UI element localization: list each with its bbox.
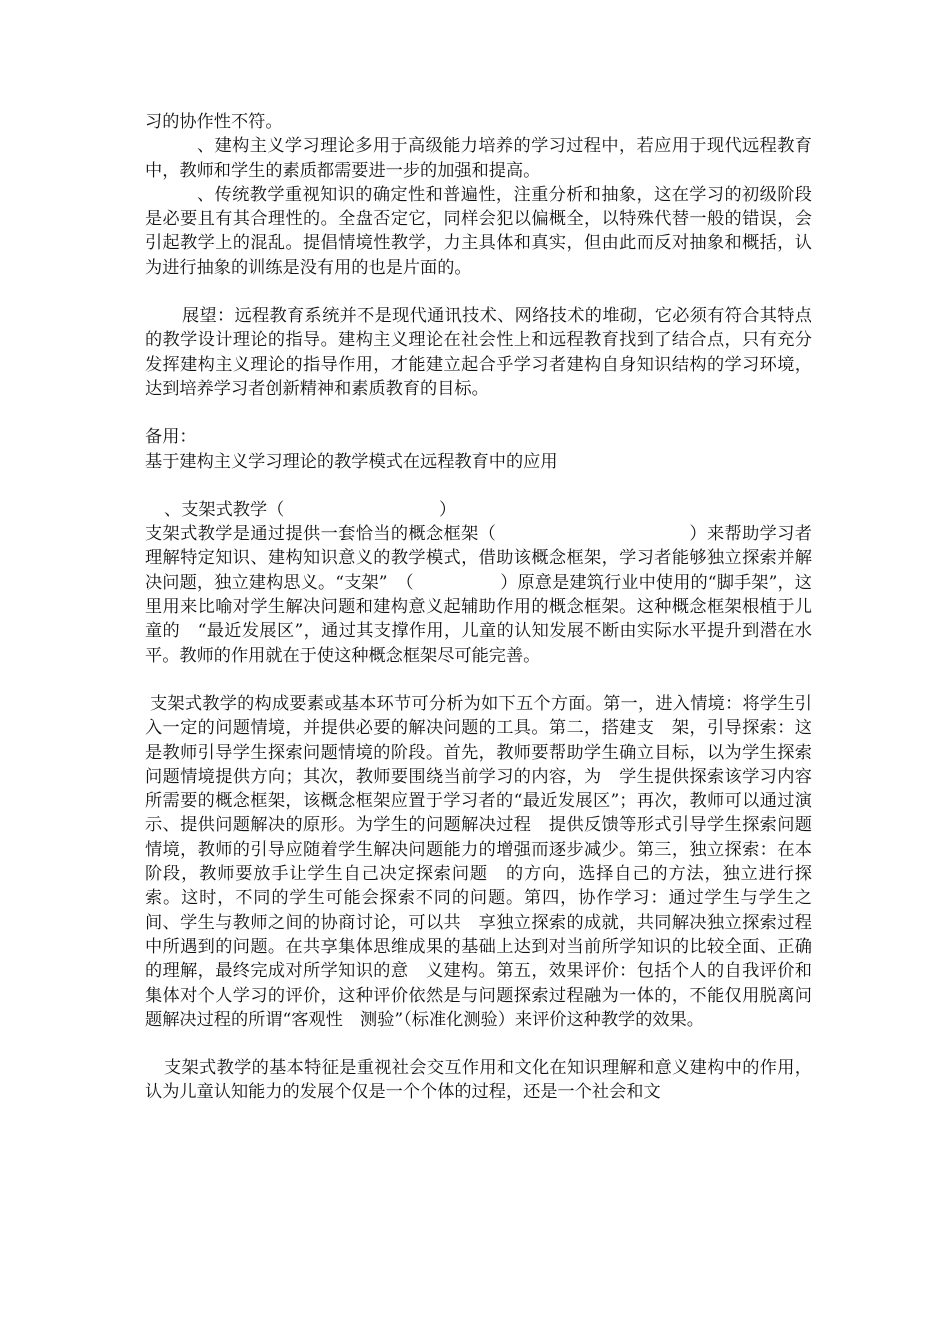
subheading-scaffolding: 、支架式教学（ ） [164,499,457,520]
spacer [145,668,812,692]
label-backup: 备用： [145,427,197,448]
paragraph-point-teacher-quality: 、建构主义学习理论多用于高级能力培养的学习过程中，若应用于现代远程教育中，教师和学生的素质都需要进一步的加强和提高。 [145,136,812,181]
paragraph-scaffolding-definition: 支架式教学是通过提供一套恰当的概念框架（ ）来帮助学习者理解特定知识、建构知识意义的教学模式，借助该概念框架，学习者能够独立探索并解决问题，独立建构思义。“支架” （ ）原意是建筑行业中使用的“脚手架”，这里用来比喻对学生解决问题和建构意义起辅助作用的概念框架。这种概念框架根植于儿童的 “最近发展区”，通过其支撑作用，儿童的认知发展不断由实际水平提升到潜在水平。教师的作用就在于使这种概念框架尽可能完善。 [145,524,812,666]
paragraph-continuation: 习的协作性不符。 [145,112,283,132]
paragraph-point-traditional-teaching: 、传统教学重视知识的确定性和普遍性，注重分析和抽象，这在学习的初级阶段是必要且有其合理性的。全盘否定它，同样会犯以偏概全，以特殊代替一般的错误，会引起教学上的混乱。提倡情境性教学，力主具体和真实，但由此而反对抽象和概括，认为进行抽象的训练是没有用的也是片面的。 [145,184,812,278]
paragraph-outlook: 展望：远程教育系统并不是现代通讯技术、网络技术的堆砌，它必须有符合其特点的教学设计理论的指导。建构主义理论在社会性上和远程教育找到了结合点，只有充分发挥建构主义理论的指导作用，才能建立起合乎学习者建构自身知识结构的学习环境，达到培养学习者创新精神和素质教育的目标。 [145,306,812,399]
section-title: 基于建构主义学习理论的教学模式在远程教育中的应用 [145,451,558,472]
spacer [145,1032,812,1056]
spacer [145,401,812,425]
paragraph-scaffolding-features: 支架式教学的基本特征是重视社会交互作用和文化在知识理解和意义建构中的作用，认为儿童认知能力的发展个仅是一个个体的过程，还是一个社会和文 [145,1058,812,1103]
document-page [145,110,812,1105]
paragraph-scaffolding-steps: 支架式教学的构成要素或基本环节可分析为如下五个方面。第一，进入情境：将学生引入一定的问题情境，并提供必要的解决问题的工具。第二，搭建支 架，引导探索：这是教师引导学生探索问题情境的阶段。首先，教师要帮助学生确立目标，以为学生探索问题情境提供方向；其次，教师要围绕当前学习的内容，为 学生提供探索该学习内容所需要的概念框架，该概念框架应置于学习者的“最近发展区”；再次，教师可以通过演示、提供问题解决的原形。为学生的问题解决过程 提供反馈等形式引导学生探索问题情境，教师的引导应随着学生解决问题能力的增强而逐步减少。第三，独立探索：在本阶段，教师要放手让学生自己决定探索问题 的方向，选择自己的方法，独立进行探索。这时，不同的学生可能会探索不同的问题。第四，协作学习：通过学生与学生之间、学生与教师之间的协商讨论，可以共 享独立探索的成就，共同解决独立探索过程中所遇到的问题。在共享集体思维成果的基础上达到对当前所学知识的比较全面、正确的理解，最终完成对所学知识的意 义建构。第五，效果评价：包括个人的自我评价和集体对个人学习的评价，这种评价依然是与问题探索过程融为一体的，不能仅用脱离问题解决过程的所谓“客观性 测验”（标准化测验）来评价这种教学的效果。 [145,693,812,1030]
spacer [145,474,812,498]
spacer [145,280,812,304]
